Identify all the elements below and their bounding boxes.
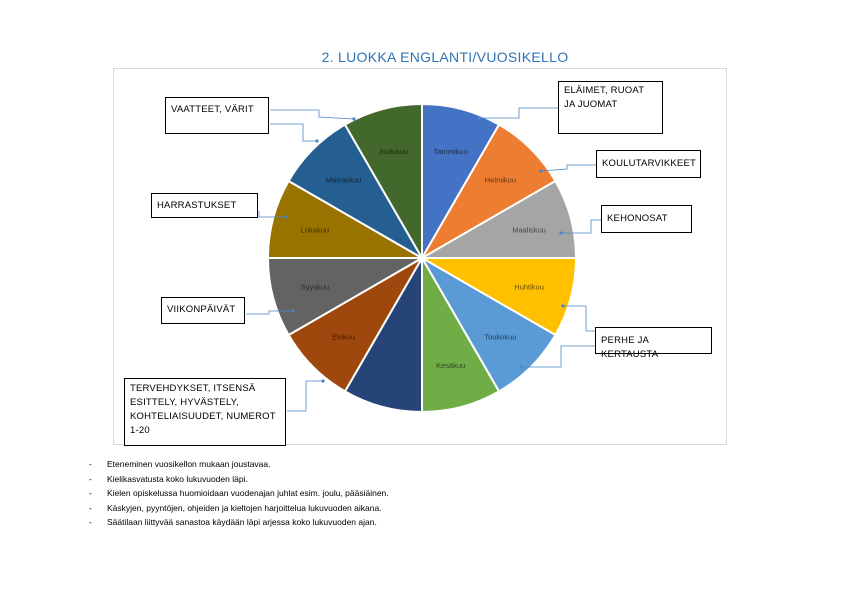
connector-end	[315, 139, 318, 142]
connector-end	[477, 116, 480, 119]
callout-harrastukset: HARRASTUKSET	[151, 193, 258, 218]
connector-end	[284, 215, 287, 218]
note-item: - Käskyjen, pyyntöjen, ohjeiden ja kieltojen harjoittelua lukuvuoden aikana.	[89, 501, 389, 516]
connector-end	[291, 309, 294, 312]
slice-label: Joulukuu	[378, 146, 409, 156]
callout-elaimet: ELÄIMET, RUOAT JA JUOMAT	[558, 81, 663, 134]
callout-kehonosat: KEHONOSAT	[601, 205, 692, 233]
slice-label: Marraskuu	[325, 175, 362, 185]
callout-connector	[270, 124, 317, 141]
note-item: - Eteneminen vuosikellon mukaan joustavaa.	[89, 457, 389, 472]
callout-connector	[270, 110, 354, 119]
note-item: - Säätilaan liittyvää sanastoa käydään läpi arjessa koko lukuvuoden ajan.	[89, 515, 389, 530]
slice-label: Maaliskuu	[512, 225, 546, 235]
connector-end	[539, 169, 542, 172]
callout-tervehdykset: TERVEHDYKSET, ITSENSÄ ESITTELY, HYVÄSTELY, KOHTELIAISUUDET, NUMEROT 1-20	[124, 378, 286, 446]
connector-end	[321, 379, 324, 382]
slice-label: Toukokuu	[484, 332, 517, 342]
connector-end	[561, 304, 564, 307]
note-item: - Kielen opiskelussa huomioidaan vuodenajan juhlat esim. joulu, pääsiäinen.	[89, 486, 389, 501]
callout-connector	[287, 381, 323, 411]
connector-end	[352, 117, 355, 120]
page-title: 2. LUOKKA ENGLANTI/VUOSIKELLO	[321, 49, 569, 65]
callout-perhe: PERHE JA KERTAUSTA	[595, 327, 712, 354]
slice-label: Elokuu	[332, 332, 356, 342]
callout-koulutarvikkeet: KOULUTARVIKKEET	[596, 150, 701, 178]
slice-label: Huhtikuu	[514, 282, 544, 292]
connector-end	[559, 231, 562, 234]
slice-label: Syyskuu	[300, 282, 330, 292]
slice-label: Tammikuu	[433, 146, 468, 156]
slice-label: Lokakuu	[300, 225, 330, 235]
connector-end	[519, 365, 522, 368]
callout-viikonpaivat: VIIKONPÄIVÄT	[161, 297, 245, 324]
callout-connector	[541, 165, 597, 171]
slice-label: Helmikuu	[484, 175, 517, 185]
notes-list	[89, 457, 389, 530]
note-item: - Kielikasvatusta koko lukuvuoden läpi.	[89, 472, 389, 487]
callout-connector	[479, 108, 559, 118]
callout-vaatteet: VAATTEET, VÄRIT	[165, 97, 269, 134]
slice-label: Kesäkuu	[436, 361, 466, 371]
